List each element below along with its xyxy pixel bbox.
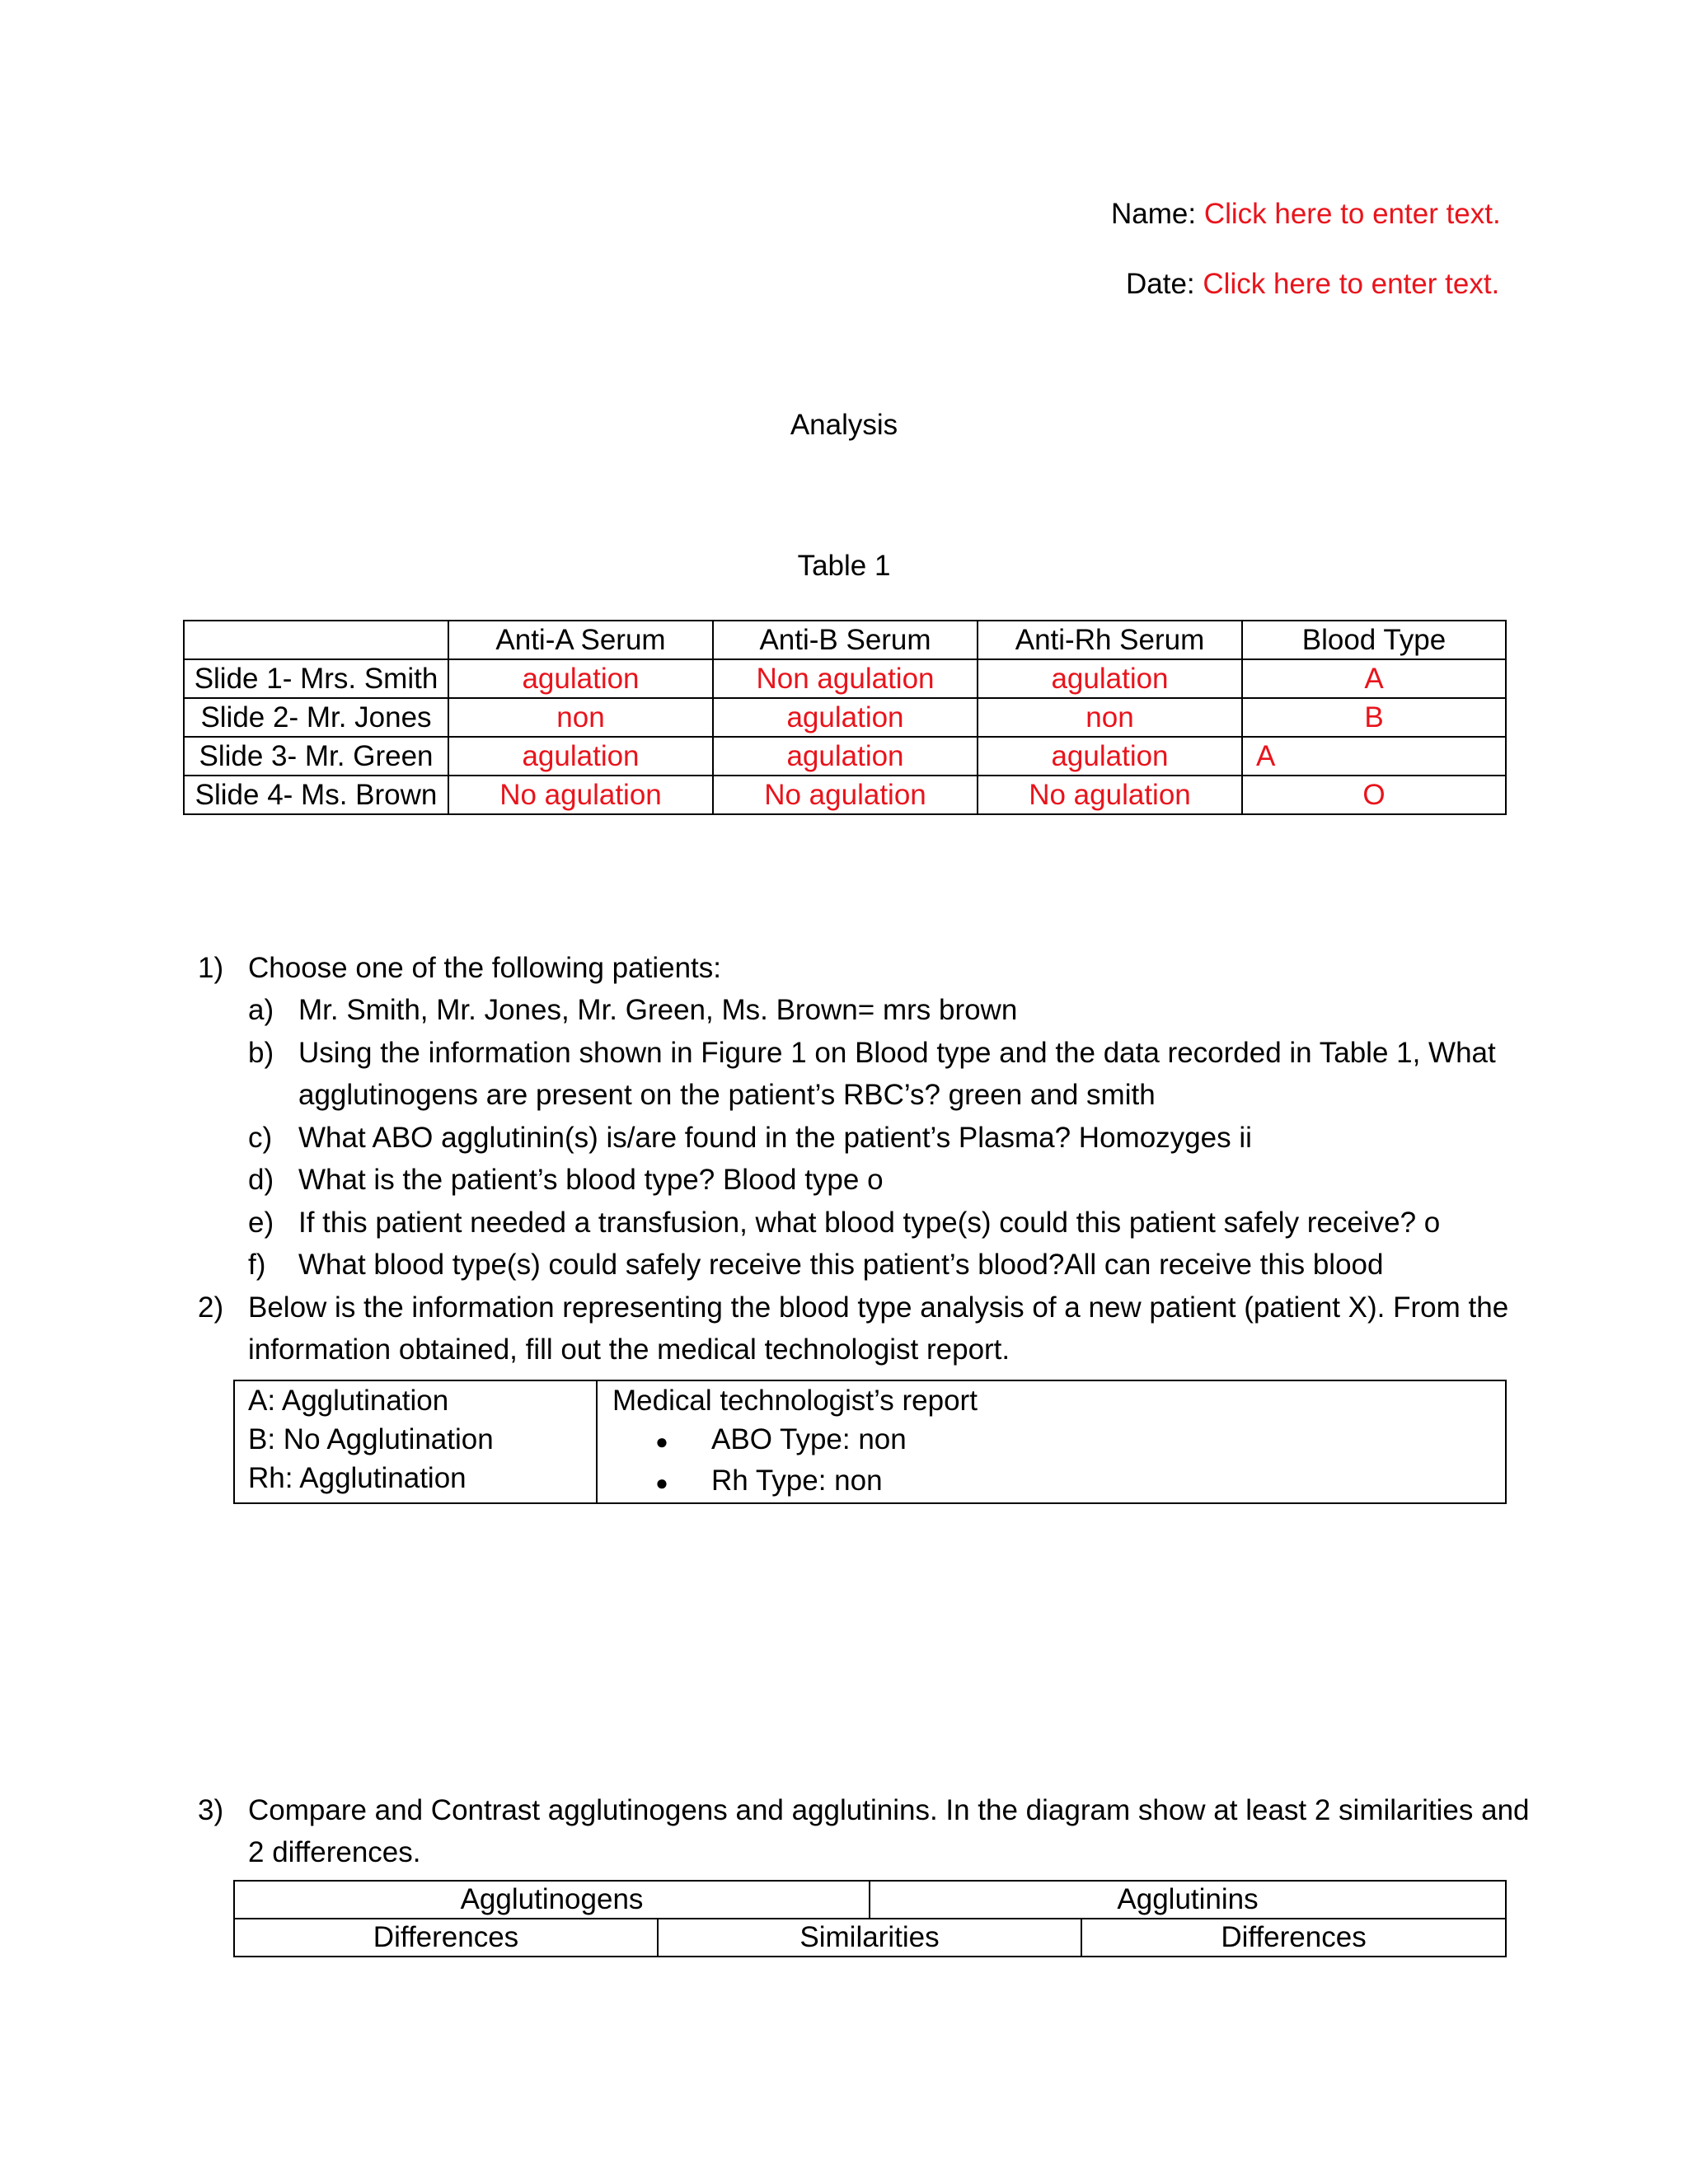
q1-text: Choose one of the following patients: — [248, 952, 721, 984]
report-abo-line — [612, 1420, 1505, 1461]
q1e-text: If this patient needed a transfusion, what blood type(s) could this patient safely receive? o — [298, 1207, 1441, 1239]
table1-caption: Table 1 — [797, 550, 891, 582]
table-header-cell: Anti-A Serum — [448, 621, 713, 659]
q1a-label: a) — [248, 994, 274, 1026]
q2-number: 2) — [198, 1291, 224, 1324]
q1b-text-line2: agglutinogens are present on the patient’s RBC’s? green and smith — [298, 1079, 1156, 1111]
table-row — [184, 659, 1506, 698]
table-cell[interactable]: A — [1242, 659, 1506, 698]
q1e-label: e) — [248, 1207, 274, 1239]
table-cell[interactable]: O — [1242, 776, 1506, 814]
table-cell[interactable]: No agulation — [713, 776, 978, 814]
table-cell[interactable]: A — [1242, 737, 1506, 776]
date-field[interactable]: Click here to enter text. — [1203, 268, 1500, 300]
q1c-text: What ABO agglutinin(s) is/are found in the patient’s Plasma? Homozyges ii — [298, 1122, 1252, 1154]
table-header-cell: Anti-B Serum — [713, 621, 978, 659]
q1d-label: d) — [248, 1164, 274, 1196]
q1f-text: What blood type(s) could safely receive this patient’s blood?All can receive this blood — [298, 1249, 1384, 1281]
table-cell[interactable]: agulation — [978, 659, 1242, 698]
abo-type-field[interactable]: ABO Type: non — [711, 1423, 907, 1455]
q2-text-line2: information obtained, fill out the medical technologist report. — [248, 1333, 1010, 1366]
row-label: Slide 2- Mr. Jones — [184, 698, 448, 737]
table-cell[interactable]: No agulation — [448, 776, 713, 814]
name-field[interactable]: Click here to enter text. — [1203, 198, 1501, 230]
row-label: Slide 4- Ms. Brown — [184, 776, 448, 814]
page-title: Analysis — [790, 409, 898, 441]
report-cell — [597, 1380, 1506, 1503]
table-cell[interactable]: Non agulation — [713, 659, 978, 698]
similarities[interactable]: Similarities — [658, 1919, 1081, 1957]
date-label: Date: — [1126, 268, 1195, 300]
result-b: B: No Agglutination — [248, 1423, 494, 1455]
table-header-cell: Blood Type — [1242, 621, 1506, 659]
table-header-row — [184, 621, 1506, 659]
rh-type-field[interactable]: Rh Type: non — [711, 1465, 883, 1497]
table-cell[interactable]: non — [978, 698, 1242, 737]
table-cell[interactable]: non — [448, 698, 713, 737]
table-row — [184, 698, 1506, 737]
name-line — [1111, 198, 1501, 231]
date-line — [1126, 268, 1499, 301]
q1d-text: What is the patient’s blood type? Blood type o — [298, 1164, 884, 1196]
name-label: Name: — [1111, 198, 1197, 230]
table-cell[interactable]: agulation — [448, 659, 713, 698]
q1b-label: b) — [248, 1037, 274, 1069]
bullet-icon: ● — [655, 1470, 668, 1495]
table-cell[interactable]: agulation — [713, 698, 978, 737]
table-cell[interactable]: agulation — [713, 737, 978, 776]
result-a: A: Agglutination — [248, 1385, 449, 1417]
report-title: Medical technologist’s report — [612, 1385, 978, 1417]
q1a-text: Mr. Smith, Mr. Jones, Mr. Green, Ms. Brown= mrs brown — [298, 994, 1018, 1026]
agglutination-results — [234, 1380, 597, 1503]
row-label: Slide 3- Mr. Green — [184, 737, 448, 776]
bullet-icon: ● — [655, 1429, 668, 1454]
agglutinins-header: Agglutinins — [870, 1881, 1506, 1919]
result-rh: Rh: Agglutination — [248, 1462, 467, 1494]
q2-text-line1: Below is the information representing the blood type analysis of a new patient (patient X). From the — [248, 1291, 1509, 1324]
agglutinogens-header: Agglutinogens — [234, 1881, 870, 1919]
technologist-report-table — [233, 1380, 1507, 1504]
q1c-label: c) — [248, 1122, 273, 1154]
table-row — [184, 737, 1506, 776]
differences-left[interactable]: Differences — [234, 1919, 658, 1957]
differences-right[interactable]: Differences — [1081, 1919, 1506, 1957]
q1f-label: f) — [248, 1249, 266, 1281]
table-cell[interactable]: No agulation — [978, 776, 1242, 814]
report-rh-line — [612, 1461, 1505, 1502]
compare-contrast-table — [233, 1880, 1507, 1957]
row-label: Slide 1- Mrs. Smith — [184, 659, 448, 698]
table-header-cell — [184, 621, 448, 659]
q1-number: 1) — [198, 952, 224, 984]
table-cell[interactable]: agulation — [448, 737, 713, 776]
table-row — [184, 776, 1506, 814]
table-cell[interactable]: B — [1242, 698, 1506, 737]
q3-number: 3) — [198, 1794, 224, 1826]
table-header-cell: Anti-Rh Serum — [978, 621, 1242, 659]
blood-type-table — [183, 620, 1507, 815]
q3-text-line1: Compare and Contrast agglutinogens and agglutinins. In the diagram show at least 2 similarities and — [248, 1794, 1530, 1826]
table-cell[interactable]: agulation — [978, 737, 1242, 776]
q1b-text-line1: Using the information shown in Figure 1 on Blood type and the data recorded in Table 1, What — [298, 1037, 1496, 1069]
q3-text-line2: 2 differences. — [248, 1836, 421, 1868]
